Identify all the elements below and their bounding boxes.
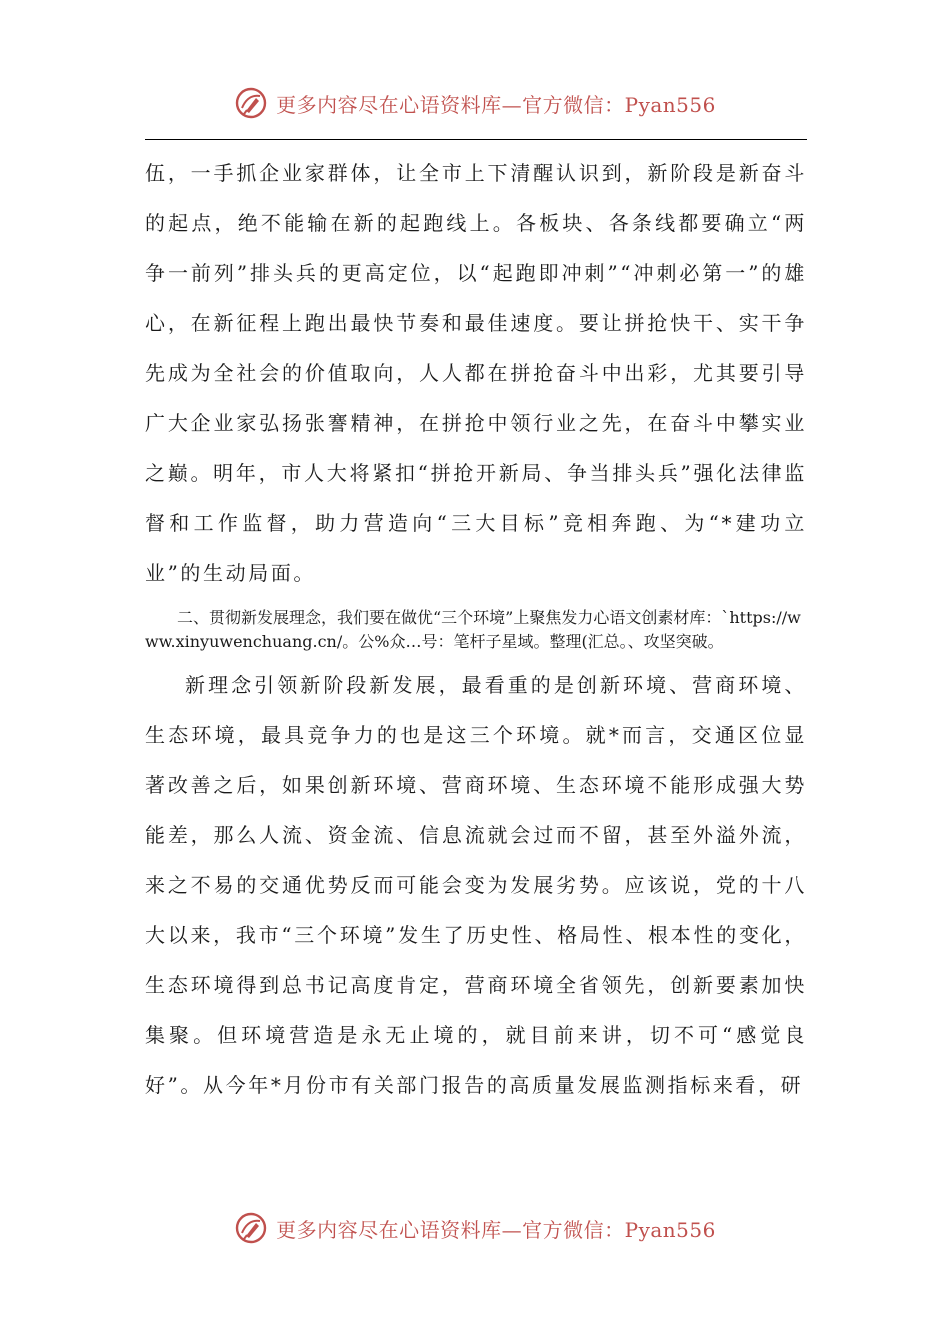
pen-nib-swirl-icon (234, 86, 268, 120)
body-paragraph-1: 伍，一手抓企业家群体，让全市上下清醒认识到，新阶段是新奋斗的起点，绝不能输在新的起跑线上。各板块、各条线都要确立“两争一前列”排头兵的更高定位，以“起跑即冲刺”“冲刺必第一”的雄心，在新征程上跑出最快节奏和最佳速度。要让拼抢快干、实干争先成为全社会的价值取向，人人都在拼抢奋斗中出彩，尤其要引导广大企业家弘扬张謇精神，在拼抢中领行业之先，在奋斗中攀实业之巅。明年，市人大将紧扣“拼抢开新局、争当排头兵”强化法律监督和工作监督，助力营造向“三大目标”竞相奔跑、为“*建功立业”的生动局面。 (145, 161, 807, 585)
section-heading: 二、贯彻新发展理念，我们要在做优“三个环境”上聚焦发力心语文创素材库：`https://www.xinyuwenchuang.cn/。公%众…号：笔杆子星域。整理(汇总。、攻坚突破。 (145, 608, 801, 651)
document-body (145, 148, 807, 1110)
pen-nib-swirl-icon (234, 1211, 268, 1245)
header-watermark-banner (0, 83, 950, 123)
footer-watermark-banner (0, 1208, 950, 1248)
header-divider (145, 139, 807, 140)
header-watermark-text: 更多内容尽在心语资料库—官方微信：Pyan556 (276, 92, 716, 117)
body-paragraph-2: 新理念引领新阶段新发展，最看重的是创新环境、营商环境、生态环境，最具竞争力的也是这三个环境。就*而言，交通区位显著改善之后，如果创新环境、营商环境、生态环境不能形成强大势能差，那么人流、资金流、信息流就会过而不留，甚至外溢外流，来之不易的交通优势反而可能会变为发展劣势。应该说，党的十八大以来，我市“三个环境”发生了历史性、格局性、根本性的变化，生态环境得到总书记高度肯定，营商环境全省领先，创新要素加快集聚。但环境营造是永无止境的，就目前来讲，切不可“感觉良好”。从今年*月份市有关部门报告的高质量发展监测指标来看，研 (145, 673, 807, 1097)
footer-watermark-text: 更多内容尽在心语资料库—官方微信：Pyan556 (276, 1217, 716, 1242)
